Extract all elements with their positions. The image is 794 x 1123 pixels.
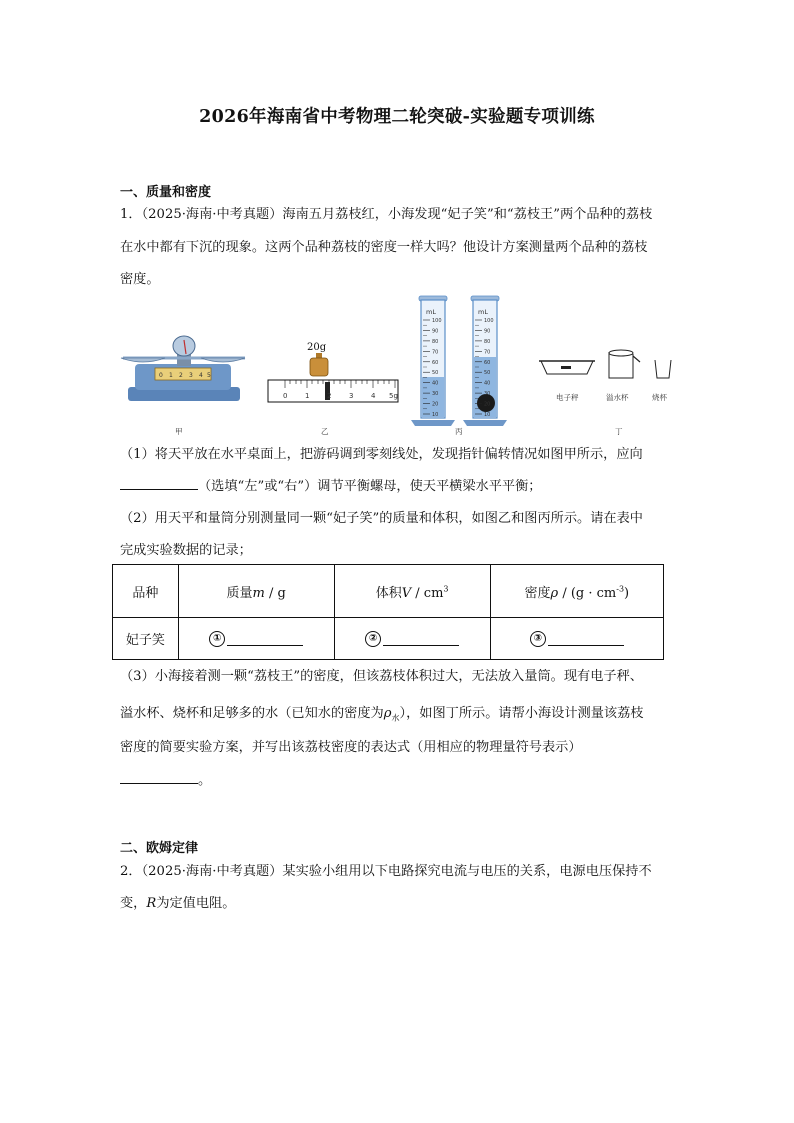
q1-part2-line1: （2）用天平和量筒分别测量同一颗“妃子笑”的质量和体积，如图乙和图丙所示。请在表中 xyxy=(120,511,643,526)
cylinder-tick-label: 70 xyxy=(432,349,439,356)
q1-part3-line3: 密度的简要实验方案，并写出该荔枝密度的表达式（用相应的物理量符号表示） xyxy=(120,740,582,755)
cylinder-unit: mL xyxy=(426,308,436,316)
ruler-tick: 5g xyxy=(389,392,398,400)
mass-answer-cell: ① xyxy=(178,618,334,660)
cylinder-tick-label: 90 xyxy=(432,328,439,335)
cylinder-tick-label: 80 xyxy=(432,338,439,345)
answer-blank-direction[interactable] xyxy=(120,475,198,490)
ruler-tick: 0 xyxy=(283,392,288,400)
balance-tick: 2 xyxy=(179,372,183,379)
mass-answer-blank[interactable] xyxy=(227,631,303,646)
cylinder-tick-label: 10 xyxy=(432,412,439,418)
figure-label-bing: 丙 xyxy=(455,427,463,436)
figure-label-ding: 丁 xyxy=(615,427,623,436)
tool-label-beaker: 烧杯 xyxy=(652,393,667,402)
cylinder-tick-label: 20 xyxy=(484,401,491,408)
volume-answer-blank[interactable] xyxy=(383,631,459,646)
ruler-illustration xyxy=(268,342,398,436)
question-1-line-3: 密度。 xyxy=(120,272,160,287)
header-mass: 质量m / g xyxy=(178,565,334,618)
cylinder-tick-label: 60 xyxy=(484,359,491,366)
section-heading-ohm: 二、欧姆定律 xyxy=(120,841,199,856)
cylinder-left xyxy=(411,296,455,426)
q1-part3-line1: （3）小海接着测一颗“荔枝王”的密度，但该荔枝体积过大，无法放入量筒。现有电子秤、 xyxy=(120,669,643,684)
cylinder-tick-label: 60 xyxy=(432,359,439,366)
cylinder-tick-label: 100 xyxy=(432,318,442,324)
cylinder-tick-label: 40 xyxy=(432,380,439,387)
ruler-tick: 2 xyxy=(327,392,332,400)
q1-part3-line2: 溢水杯、烧杯和足够多的水（已知水的密度为$\rho_水$），如图丁所示。请帮小海设计测量该荔枝 xyxy=(120,706,644,723)
section-heading-density: 一、质量和密度 xyxy=(120,185,212,200)
balance-tick: 3 xyxy=(189,372,193,379)
cylinder-right xyxy=(455,296,507,436)
ruler-tick: 4 xyxy=(371,392,376,400)
header-variety: 品种 xyxy=(113,565,179,618)
balance-tick: 0 xyxy=(159,372,163,379)
balance-tick: 1 xyxy=(169,372,173,379)
tools-illustration xyxy=(539,350,671,436)
answer-blank-density-expression[interactable] xyxy=(120,769,198,784)
data-table xyxy=(112,564,664,660)
cylinder-tick-label: 100 xyxy=(484,318,494,324)
cylinder-tick-label: 50 xyxy=(432,370,439,377)
figure-label-yi: 乙 xyxy=(321,427,329,436)
cylinder-tick-label: 50 xyxy=(484,370,491,377)
cylinder-tick-label: 40 xyxy=(484,380,491,387)
balance-tick: 4 xyxy=(199,372,203,379)
q1-part1-line1: （1）将天平放在水平桌面上，把游码调到零刻线处，发现指针偏转情况如图甲所示，应向 xyxy=(120,447,643,462)
page-title: 2026年海南省中考物理二轮突破-实验题专项训练 xyxy=(199,107,595,127)
cylinder-tick-label: 90 xyxy=(484,328,491,335)
question-1-line-2: 在水中都有下沉的现象。这两个品种荔枝的密度一样大吗？他设计方案测量两个品种的荔枝 xyxy=(120,240,648,255)
ruler-tick: 3 xyxy=(349,392,354,400)
cylinder-tick-label: 30 xyxy=(432,391,439,398)
ruler-tick: 1 xyxy=(305,392,310,400)
balance-tick: 5 xyxy=(207,372,211,379)
cylinder-tick-label: 70 xyxy=(484,349,491,356)
weight-label: 20g xyxy=(307,342,327,353)
row-variety-name: 妃子笑 xyxy=(113,618,179,660)
tool-label-scale: 电子秤 xyxy=(556,393,579,402)
cylinder-unit: mL xyxy=(478,308,488,316)
header-volume: 体积V / $cm^3$ xyxy=(334,565,490,618)
cylinder-tick-label: 20 xyxy=(432,401,439,408)
cylinder-tick-label: 80 xyxy=(484,338,491,345)
density-answer-blank[interactable] xyxy=(548,631,624,646)
q1-part1-line2: （选填“左”或“右”）调节平衡螺母，使天平横梁水平平衡； xyxy=(120,472,680,502)
q1-part3-line4: 。 xyxy=(120,766,680,796)
question-2-line-2: 变，R为定值电阻。 xyxy=(120,896,236,911)
figure-label-jia: 甲 xyxy=(175,427,183,436)
balance-illustration xyxy=(121,336,245,436)
question-1-line-1: 1．（2025·海南·中考真题）海南五月荔枝红，小海发现“妃子笑”和“荔枝王”两个品种的荔枝 xyxy=(120,207,653,222)
experiment-figure xyxy=(113,292,683,442)
cylinder-tick-label: 10 xyxy=(484,412,491,418)
header-density: 密度$\rho / (g \cdot cm^{-3})$ xyxy=(490,565,663,618)
volume-answer-cell: ② xyxy=(334,618,490,660)
density-answer-cell: ③ xyxy=(490,618,663,660)
q1-part2-line2: 完成实验数据的记录； xyxy=(120,543,252,558)
cylinder-tick-label: 30 xyxy=(484,391,491,398)
question-2-line-1: 2．（2025·海南·中考真题）某实验小组用以下电路探究电流与电压的关系，电源电压保持不 xyxy=(120,864,652,879)
tool-label-overflow-cup: 溢水杯 xyxy=(606,393,629,402)
